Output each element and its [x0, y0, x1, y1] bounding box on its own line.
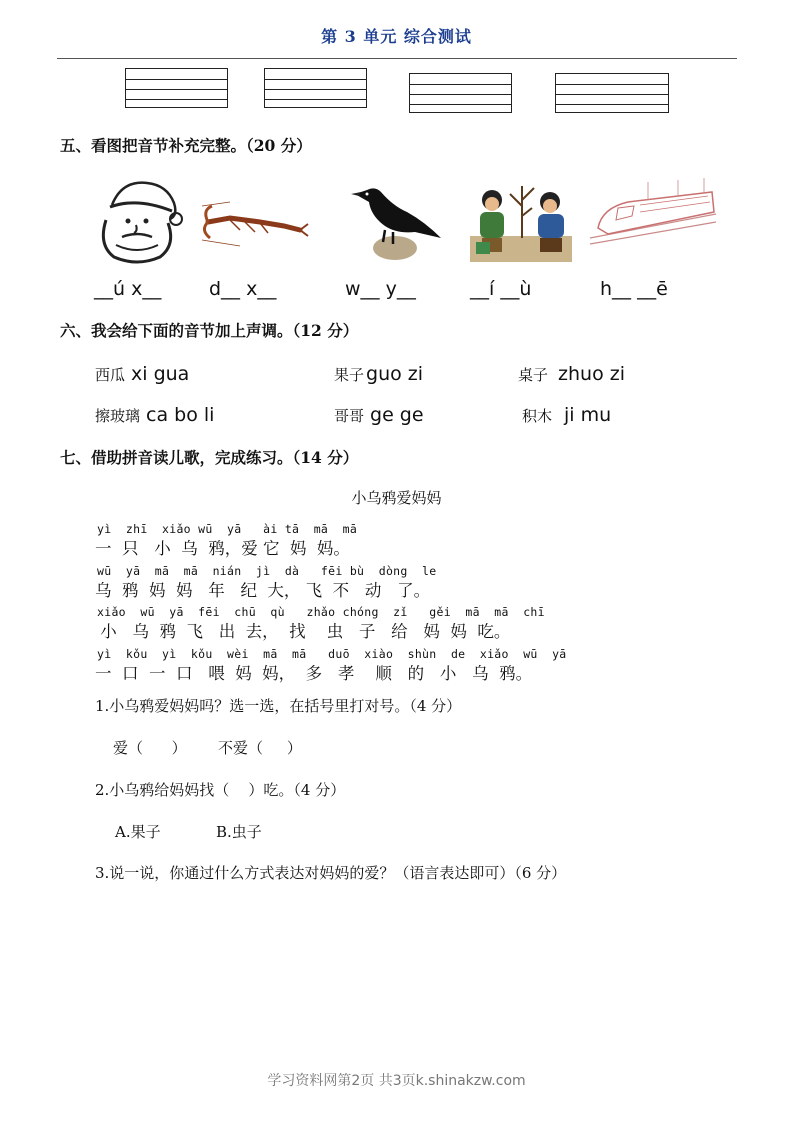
q2-option-a: A.果子 [115, 823, 161, 841]
tone-item-pinyin: guo zi [366, 363, 424, 385]
tone-item [334, 404, 424, 426]
writing-box [264, 68, 367, 108]
syllable-blank: __ú x__ [94, 278, 162, 300]
tone-item-hanzi: 西瓜 [95, 366, 126, 384]
question-1: 1.小乌鸦爱妈妈吗？选一选，在括号里打对号。（4 分） [95, 697, 462, 715]
tone-item-pinyin: zhuo zi [558, 363, 625, 385]
tone-item-pinyin: ji mu [564, 404, 612, 426]
hanzi-line: 一 只 小 乌 鸦，爱 它 妈 妈。 [95, 539, 350, 558]
page-title: 第 3 单元 综合测试 [321, 27, 472, 46]
pinyin-line: yì zhī xiǎo wū yā ài tā mā mā [97, 522, 358, 536]
children-planting-tree-image [470, 176, 572, 262]
syllable-blank: __í __ù [470, 278, 532, 300]
tone-item [334, 363, 423, 385]
tone-item [522, 404, 611, 426]
syllable-blank: h__ __ē [600, 278, 668, 300]
santa-claus-image [92, 175, 184, 265]
footer-watermark: 学习资料网第2页 共3页k.shinakzw.com [267, 1073, 526, 1089]
tone-item [95, 363, 189, 385]
section-6-title: 六、我会给下面的音节加上声调。（12 分） [60, 321, 359, 340]
writing-box [125, 68, 228, 108]
q1-option-not-love: 不爱（ ） [218, 739, 302, 757]
pinyin-line: xiǎo wū yā fēi chū qù zhǎo chóng zǐ gěi mā mā chī [97, 605, 545, 619]
section-7-title: 七、借助拼音读儿歌，完成练习。（14 分） [60, 448, 359, 467]
tone-item-hanzi: 哥哥 [334, 407, 365, 425]
pinyin-line: wū yā mā mā nián jì dà fēi bù dòng le [97, 564, 437, 578]
tone-item-pinyin: ca bo li [146, 404, 215, 426]
high-speed-train-image [588, 178, 718, 248]
song-title: 小乌鸦爱妈妈 [351, 489, 442, 507]
header-divider [57, 58, 737, 59]
tone-item-pinyin: ge ge [370, 404, 424, 426]
hanzi-line: 乌 鸦 妈 妈 年 纪 大， 飞 不 动 了。 [95, 581, 431, 600]
q1-option-love: 爱（ ） [113, 739, 187, 757]
tone-item [95, 404, 214, 426]
tone-item [518, 363, 625, 385]
hanzi-line: 一 口 一 口 喂 妈 妈， 多 孝 顺 的 小 乌 鸦。 [95, 664, 533, 683]
pinyin-line: yì kǒu yì kǒu wèi mā mā duō xiào shùn de xiǎo wū yā [97, 647, 567, 661]
q2-option-b: B.虫子 [216, 823, 262, 841]
tone-item-hanzi: 果子 [334, 366, 365, 384]
question-2: 2.小乌鸦给妈妈找（ ）吃。（4 分） [95, 781, 346, 799]
question-3: 3.说一说，你通过什么方式表达对妈妈的爱？（语言表达即可）（6 分） [95, 864, 567, 882]
tone-item-hanzi: 擦玻璃 [95, 407, 141, 425]
tone-item-hanzi: 桌子 [518, 366, 549, 384]
writing-box [555, 73, 669, 113]
tone-item-hanzi: 积木 [522, 407, 553, 425]
crayfish-image [200, 200, 310, 250]
tone-item-pinyin: xi gua [131, 363, 190, 385]
syllable-blank: d__ x__ [209, 278, 277, 300]
section-5-title: 五、看图把音节补充完整。（20 分） [60, 136, 312, 155]
crow-image [345, 176, 445, 264]
writing-box [409, 73, 512, 113]
hanzi-line: 小 乌 鸦 飞 出 去， 找 虫 子 给 妈 妈 吃。 [95, 622, 511, 641]
syllable-blank: w__ y__ [345, 278, 416, 300]
